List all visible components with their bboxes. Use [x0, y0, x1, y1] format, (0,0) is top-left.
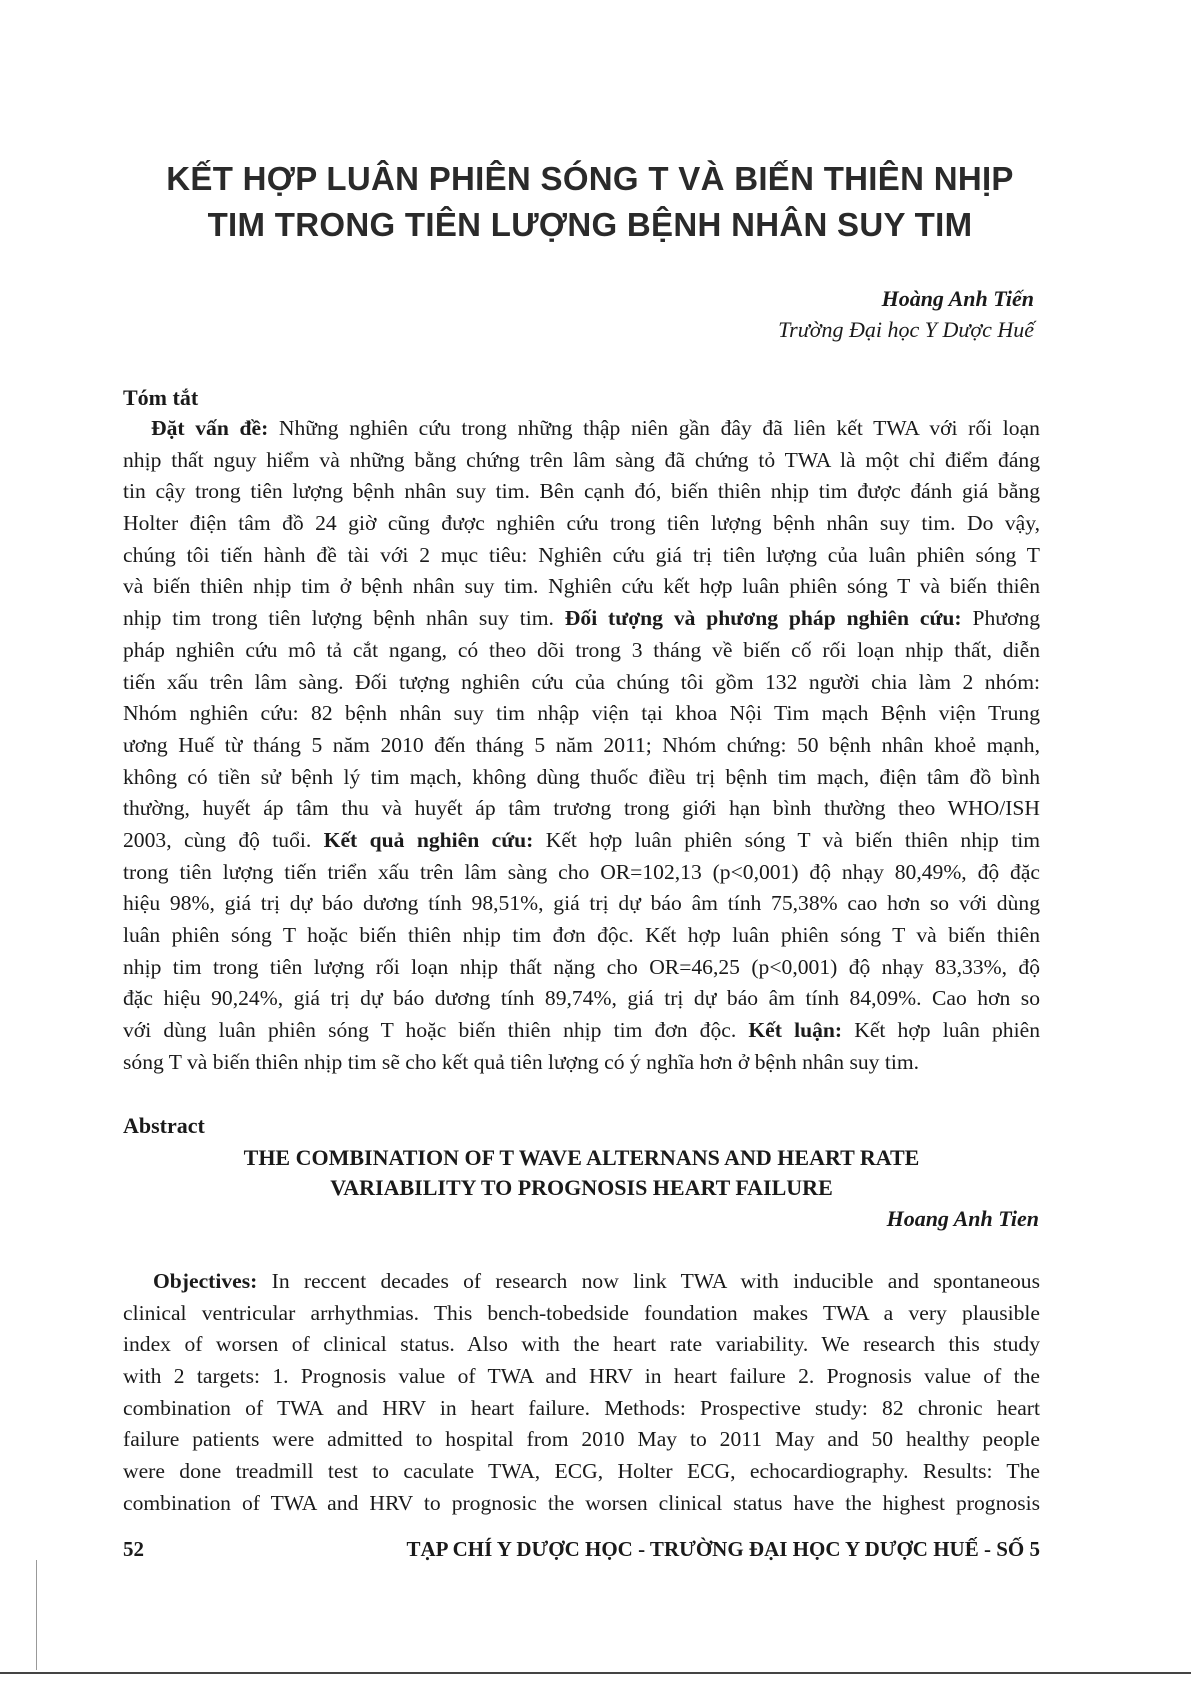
- text-line: failure patients were admitted to hospital from 2010 May to 2011 May and 50 healthy people: [123, 1427, 1040, 1452]
- scan-gutter-line: [36, 1560, 37, 1670]
- text-line: combination of TWA and HRV to prognosic the worsen clinical status have the highest prognosis: [123, 1490, 1040, 1515]
- article-title-line-1: KẾT HỢP LUÂN PHIÊN SÓNG T VÀ BIẾN THIÊN NHỊP: [166, 160, 1014, 197]
- text-line: hiệu 98%, giá trị dự báo dương tính 98,51%, giá trị dự báo âm tính 75,38% cao hơn so với dùng: [123, 891, 1040, 916]
- label-conclusion: Kết luận:: [748, 1018, 843, 1043]
- text-line: thường, huyết áp tâm thu và huyết áp tâm trương trong giới hạn bình thường theo WHO/ISH: [123, 796, 1040, 821]
- en-author-name: Hoang Anh Tien: [886, 1206, 1039, 1231]
- text-line: và biến thiên nhịp tim ở bệnh nhân suy tim. Nghiên cứu kết hợp luân phiên sóng T và biến thiên: [123, 574, 1040, 599]
- author-name: Hoàng Anh Tiến: [881, 286, 1034, 311]
- en-abstract-body: [123, 1266, 1040, 1520]
- text-line: pháp nghiên cứu mô tả cắt ngang, có theo dõi trong 3 tháng về biến cố rối loạn nhịp thất, diễn: [123, 637, 1040, 662]
- text-line: 2003, cùng độ tuổi. Kết quả nghiên cứu: Kết hợp luân phiên sóng T và biến thiên nhịp tim: [123, 827, 1040, 852]
- text-line: Holter điện tâm đồ 24 giờ cũng được nghiên cứu trong tiên lượng bệnh nhân suy tim. Do vậy,: [123, 511, 1040, 536]
- author-block: [778, 283, 1034, 345]
- text-line: với dùng luân phiên sóng T hoặc biến thiên nhịp tim đơn độc. Kết luận: Kết hợp luân phiên: [123, 1018, 1040, 1043]
- text-line: combination of TWA and HRV in heart failure. Methods: Prospective study: 82 chronic heart: [123, 1395, 1040, 1420]
- author-affiliation: Trường Đại học Y Dược Huế: [778, 317, 1034, 342]
- label-objectives: Objectives:: [153, 1269, 258, 1293]
- text-line: ương Huế từ tháng 5 năm 2010 đến tháng 5 năm 2011; Nhóm chứng: 50 bệnh nhân khoẻ mạnh,: [123, 732, 1040, 757]
- en-title-line-1: THE COMBINATION OF T WAVE ALTERNANS AND HEART RATE: [243, 1145, 920, 1170]
- text-line: Nhóm nghiên cứu: 82 bệnh nhân suy tim nhập viện tại khoa Nội Tim mạch Bệnh viện Trung: [123, 701, 1040, 726]
- vi-abstract-body: [123, 413, 1040, 1078]
- text-line: Objectives: In reccent decades of research now link TWA with inducible and spontaneous: [153, 1269, 1040, 1293]
- label-background: Đặt vấn đề:: [151, 416, 269, 440]
- article-title-line-2: TIM TRONG TIÊN LƯỢNG BỆNH NHÂN SUY TIM: [207, 206, 973, 243]
- en-article-title: [123, 1143, 1040, 1203]
- vi-abstract-heading: Tóm tắt: [123, 385, 199, 410]
- text-line: trong tiên lượng tiến triển xấu trên lâm sàng cho OR=102,13 (p<0,001) độ nhạy 80,49%, độ đặc: [123, 859, 1040, 884]
- text-line: tiến xấu trên lâm sàng. Đối tượng nghiên cứu của chúng tôi gồm 132 người chia làm 2 nhóm:: [123, 669, 1040, 694]
- text-line: nhịp tim trong tiên lượng bệnh nhân suy tim. Đối tượng và phương pháp nghiên cứu: Phương: [123, 606, 1040, 631]
- bottom-rule: [0, 1672, 1191, 1674]
- text-line: chúng tôi tiến hành đề tài với 2 mục tiêu: Nghiên cứu giá trị tiên lượng của luân phiên sóng T: [123, 542, 1040, 567]
- article-title: [100, 156, 1080, 248]
- text-line: đặc hiệu 90,24%, giá trị dự báo dương tính 89,74%, giá trị dự báo âm tính 84,09%. Cao hơn so: [123, 986, 1040, 1011]
- page-number: 52: [123, 1537, 144, 1561]
- text-line: tin cậy trong tiên lượng bệnh nhân suy tim. Bên cạnh đó, biến thiên nhịp tim được đánh giá bằng: [123, 479, 1040, 504]
- text-line: Đặt vấn đề: Những nghiên cứu trong những thập niên gần đây đã liên kết TWA với rối loạn: [151, 416, 1040, 440]
- label-methods: Đối tượng và phương pháp nghiên cứu:: [564, 606, 962, 631]
- text-line: nhịp thất nguy hiểm và những bằng chứng trên lâm sàng đã chứng tỏ TWA là một chỉ điểm đáng: [123, 447, 1040, 472]
- text-line: sóng T và biến thiên nhịp tim sẽ cho kết quả tiên lượng có ý nghĩa hơn ở bệnh nhân suy tim.: [123, 1049, 920, 1074]
- text-line: index of worsen of clinical status. Also with the heart rate variability. We research this study: [123, 1332, 1040, 1357]
- journal-name: TẠP CHÍ Y DƯỢC HỌC - TRƯỜNG ĐẠI HỌC Y DƯỢC HUẾ - SỐ 5: [406, 1537, 1040, 1561]
- text-line: with 2 targets: 1. Prognosis value of TWA and HRV in heart failure 2. Prognosis value of the: [123, 1364, 1040, 1389]
- text-line: clinical ventricular arrhythmias. This bench-tobedside foundation makes TWA a very plausible: [123, 1300, 1040, 1325]
- en-abstract-heading: Abstract: [123, 1113, 205, 1138]
- en-title-line-2: VARIABILITY TO PROGNOSIS HEART FAILURE: [330, 1175, 833, 1200]
- text-line: were done treadmill test to caculate TWA, ECG, Holter ECG, echocardiography. Results: The: [123, 1459, 1040, 1484]
- label-results: Kết quả nghiên cứu:: [323, 827, 534, 852]
- text-line: nhịp tim trong tiên lượng rối loạn nhịp thất nặng cho OR=46,25 (p<0,001) độ nhạy 83,33%, độ: [123, 954, 1040, 979]
- text-line: không có tiền sử bệnh lý tim mạch, không dùng thuốc điều trị bệnh tim mạch, điện tâm đồ bình: [123, 764, 1040, 789]
- text-line: luân phiên sóng T hoặc biến thiên nhịp tim đơn độc. Kết hợp luân phiên sóng T và biến thiên: [123, 923, 1040, 947]
